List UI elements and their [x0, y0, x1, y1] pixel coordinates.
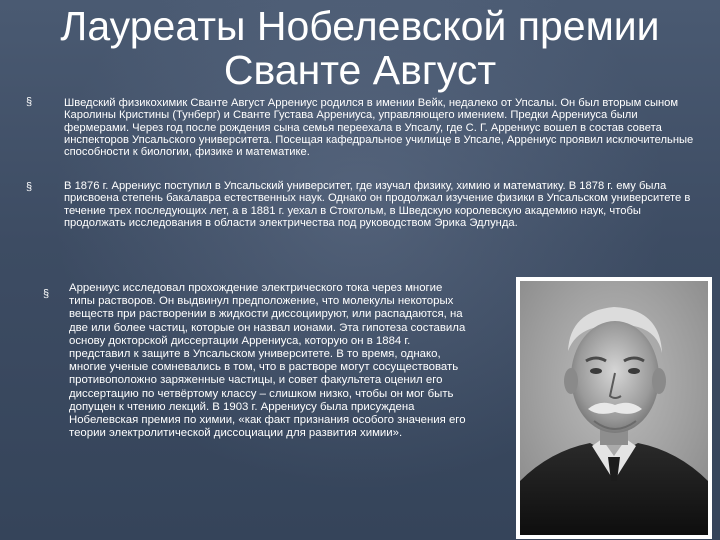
- bullet-text: Шведский физикохимик Сванте Август Аррениус родился в имении Вейк, недалеко от Упсалы. Он был вторым сыном Каролины Кристины (Тунберг) и Сванте Густава Аррениуса, управляющего имением. Предки Аррениуса были фермерами. Через год после рождения сына семья переехала в Упсалу, где С. Г. Аррениус вошел в состав совета инспекторов Упсальского университета. Посещая кафедральное училище в Упсале, Аррениус проявил исключительные способности к биологии, физике и математике.: [64, 97, 694, 159]
- eye-shape: [628, 368, 640, 374]
- bullet-marker: §: [26, 181, 33, 193]
- bullet-text: Аррениус исследовал прохождение электрического тока через многие типы растворов. Он выдвинул предположение, что молекулы некоторых веществ при растворении в жидкости диссоциируют, или распадаются, на две или более частиц, которые он назвал ионами. Эта гипотеза составила основу докторской диссертации Аррениуса, которую он в 1884 г. представил к защите в Упсальском университете. В то время, однако, многие ученые сомневались в том, что в растворе могут сосуществовать противоположно заряженные частицы, и совет факультета оценил его диссертацию по четвёртому классу – слишком низко, чтобы он мог быть допущен к чтению лекций. В 1903 г. Аррениусу была присуждена Нобелевская премия по химии, «как факт признания особого значения его теории электролитической диссоциации для развития химии».: [69, 282, 466, 440]
- bullet-text: В 1876 г. Аррениус поступил в Упсальский университет, где изучал физику, химию и математику. В 1878 г. ему была присвоена степень бакалавра естественных наук. Однако он продолжал изучение физики в Упсальском университете в течение трех последующих лет, а в 1881 г. уехал в Стокгольм, в Шведскую королевскую академию наук, чтобы продолжать исследования в области электричества под руководством Эрика Эдлунда.: [64, 180, 691, 229]
- ear-shape: [564, 368, 578, 394]
- ear-shape: [652, 368, 666, 394]
- bullet-marker: §: [26, 96, 33, 108]
- eye-shape: [590, 368, 602, 374]
- portrait-image: [520, 281, 708, 535]
- bullet-marker: §: [43, 288, 50, 300]
- slide-title: Лауреаты Нобелевской премии Сванте Август: [60, 3, 660, 93]
- portrait-photo: [516, 277, 712, 539]
